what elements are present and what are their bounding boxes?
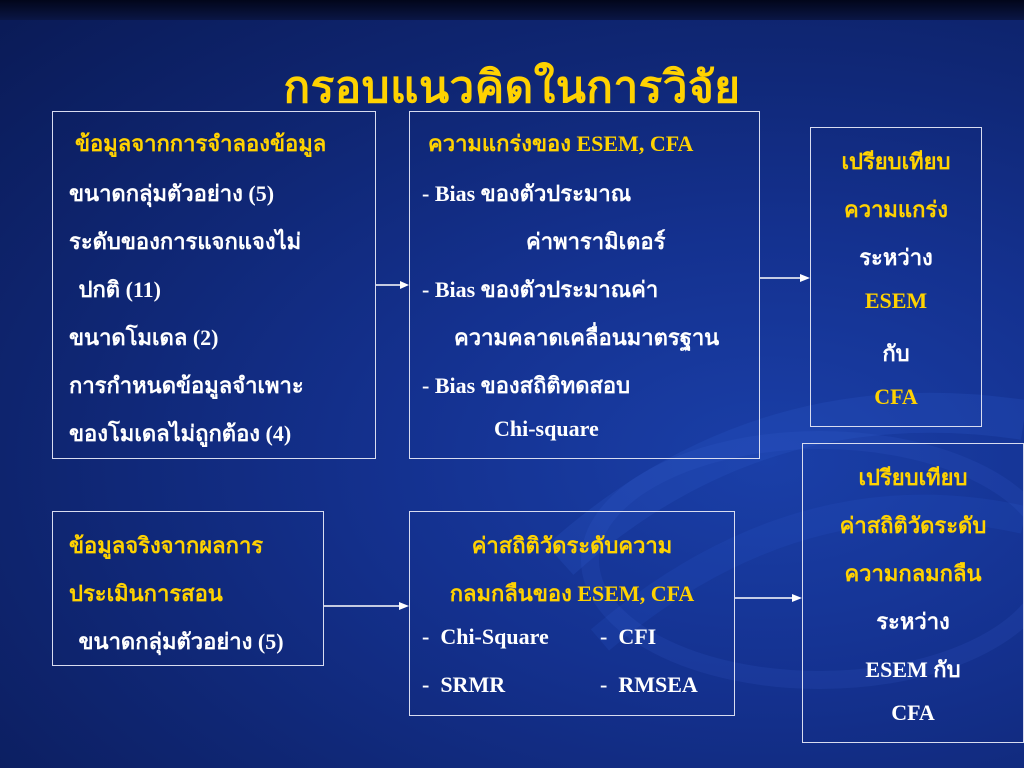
compare-robustness-line: ESEM bbox=[864, 288, 928, 313]
fit-index-item: - Chi-Square bbox=[422, 624, 549, 649]
arrow-real-to-fit bbox=[324, 599, 410, 613]
robustness-line: ความคลาดเคลื่อนมาตรฐาน bbox=[454, 325, 720, 350]
page-title: กรอบแนวคิดในการวิจัย bbox=[283, 63, 741, 112]
compare-fit-line: ระหว่าง bbox=[876, 609, 950, 634]
compare-fit-line: เปรียบเทียบ bbox=[858, 465, 968, 490]
compare-fit-box bbox=[802, 443, 1024, 743]
fit-index-item: - RMSEA bbox=[600, 672, 698, 697]
simulation-line: ขนาดกลุ่มตัวอย่าง (5) bbox=[69, 181, 275, 206]
simulation-line: การกำหนดข้อมูลจำเพาะ bbox=[69, 373, 304, 398]
robustness-line: - Bias ของตัวประมาณ bbox=[422, 181, 632, 206]
compare-robustness-line: กับ bbox=[882, 341, 910, 366]
simulation-line: ขนาดโมเดล (2) bbox=[69, 325, 219, 350]
real-data-heading: ประเมินการสอน bbox=[69, 581, 223, 606]
robustness-box bbox=[409, 111, 760, 459]
compare-robustness-box bbox=[810, 127, 982, 427]
robustness-line: - Bias ของตัวประมาณค่า bbox=[422, 277, 659, 302]
top-band bbox=[0, 0, 1024, 20]
robustness-line: Chi-square bbox=[494, 416, 599, 441]
real-data-line: ขนาดกลุ่มตัวอย่าง (5) bbox=[73, 629, 284, 654]
arrow-robustness-to-compare bbox=[760, 271, 811, 285]
compare-fit-line: ความกลมกลืน bbox=[844, 561, 982, 586]
simulation-data-box bbox=[52, 111, 376, 459]
fit-index-item: - SRMR bbox=[422, 672, 506, 697]
fit-indices-heading: กลมกลืนของ ESEM, CFA bbox=[449, 581, 695, 606]
simulation-line: ระดับของการแจกแจงไม่ bbox=[69, 229, 302, 254]
robustness-heading: ความแกร่งของ ESEM, CFA bbox=[428, 131, 694, 156]
compare-fit-line: ค่าสถิติวัดระดับ bbox=[839, 513, 987, 538]
robustness-line: - Bias ของสถิติทดสอบ bbox=[422, 373, 631, 398]
robustness-line: ค่าพารามิเตอร์ bbox=[526, 229, 666, 254]
real-data-box bbox=[52, 511, 324, 666]
compare-robustness-line: เปรียบเทียบ bbox=[841, 149, 951, 174]
compare-fit-line: CFA bbox=[891, 700, 935, 725]
fit-index-item: - CFI bbox=[600, 624, 657, 649]
fit-indices-heading: ค่าสถิติวัดระดับความ bbox=[471, 533, 673, 558]
compare-fit-line: ESEM กับ bbox=[865, 657, 961, 682]
simulation-data-heading: ข้อมูลจากการจำลองข้อมูล bbox=[75, 131, 327, 156]
simulation-line: ปกติ (11) bbox=[73, 277, 162, 302]
arrow-fit-to-compare bbox=[735, 591, 803, 605]
fit-indices-box bbox=[409, 511, 735, 716]
compare-robustness-line: CFA bbox=[874, 384, 918, 409]
compare-robustness-line: ระหว่าง bbox=[859, 245, 933, 270]
arrow-sim-to-robustness bbox=[376, 278, 410, 292]
compare-robustness-line: ความแกร่ง bbox=[844, 197, 948, 222]
simulation-line: ของโมเดลไม่ถูกต้อง (4) bbox=[69, 421, 292, 446]
real-data-heading: ข้อมูลจริงจากผลการ bbox=[69, 533, 264, 558]
